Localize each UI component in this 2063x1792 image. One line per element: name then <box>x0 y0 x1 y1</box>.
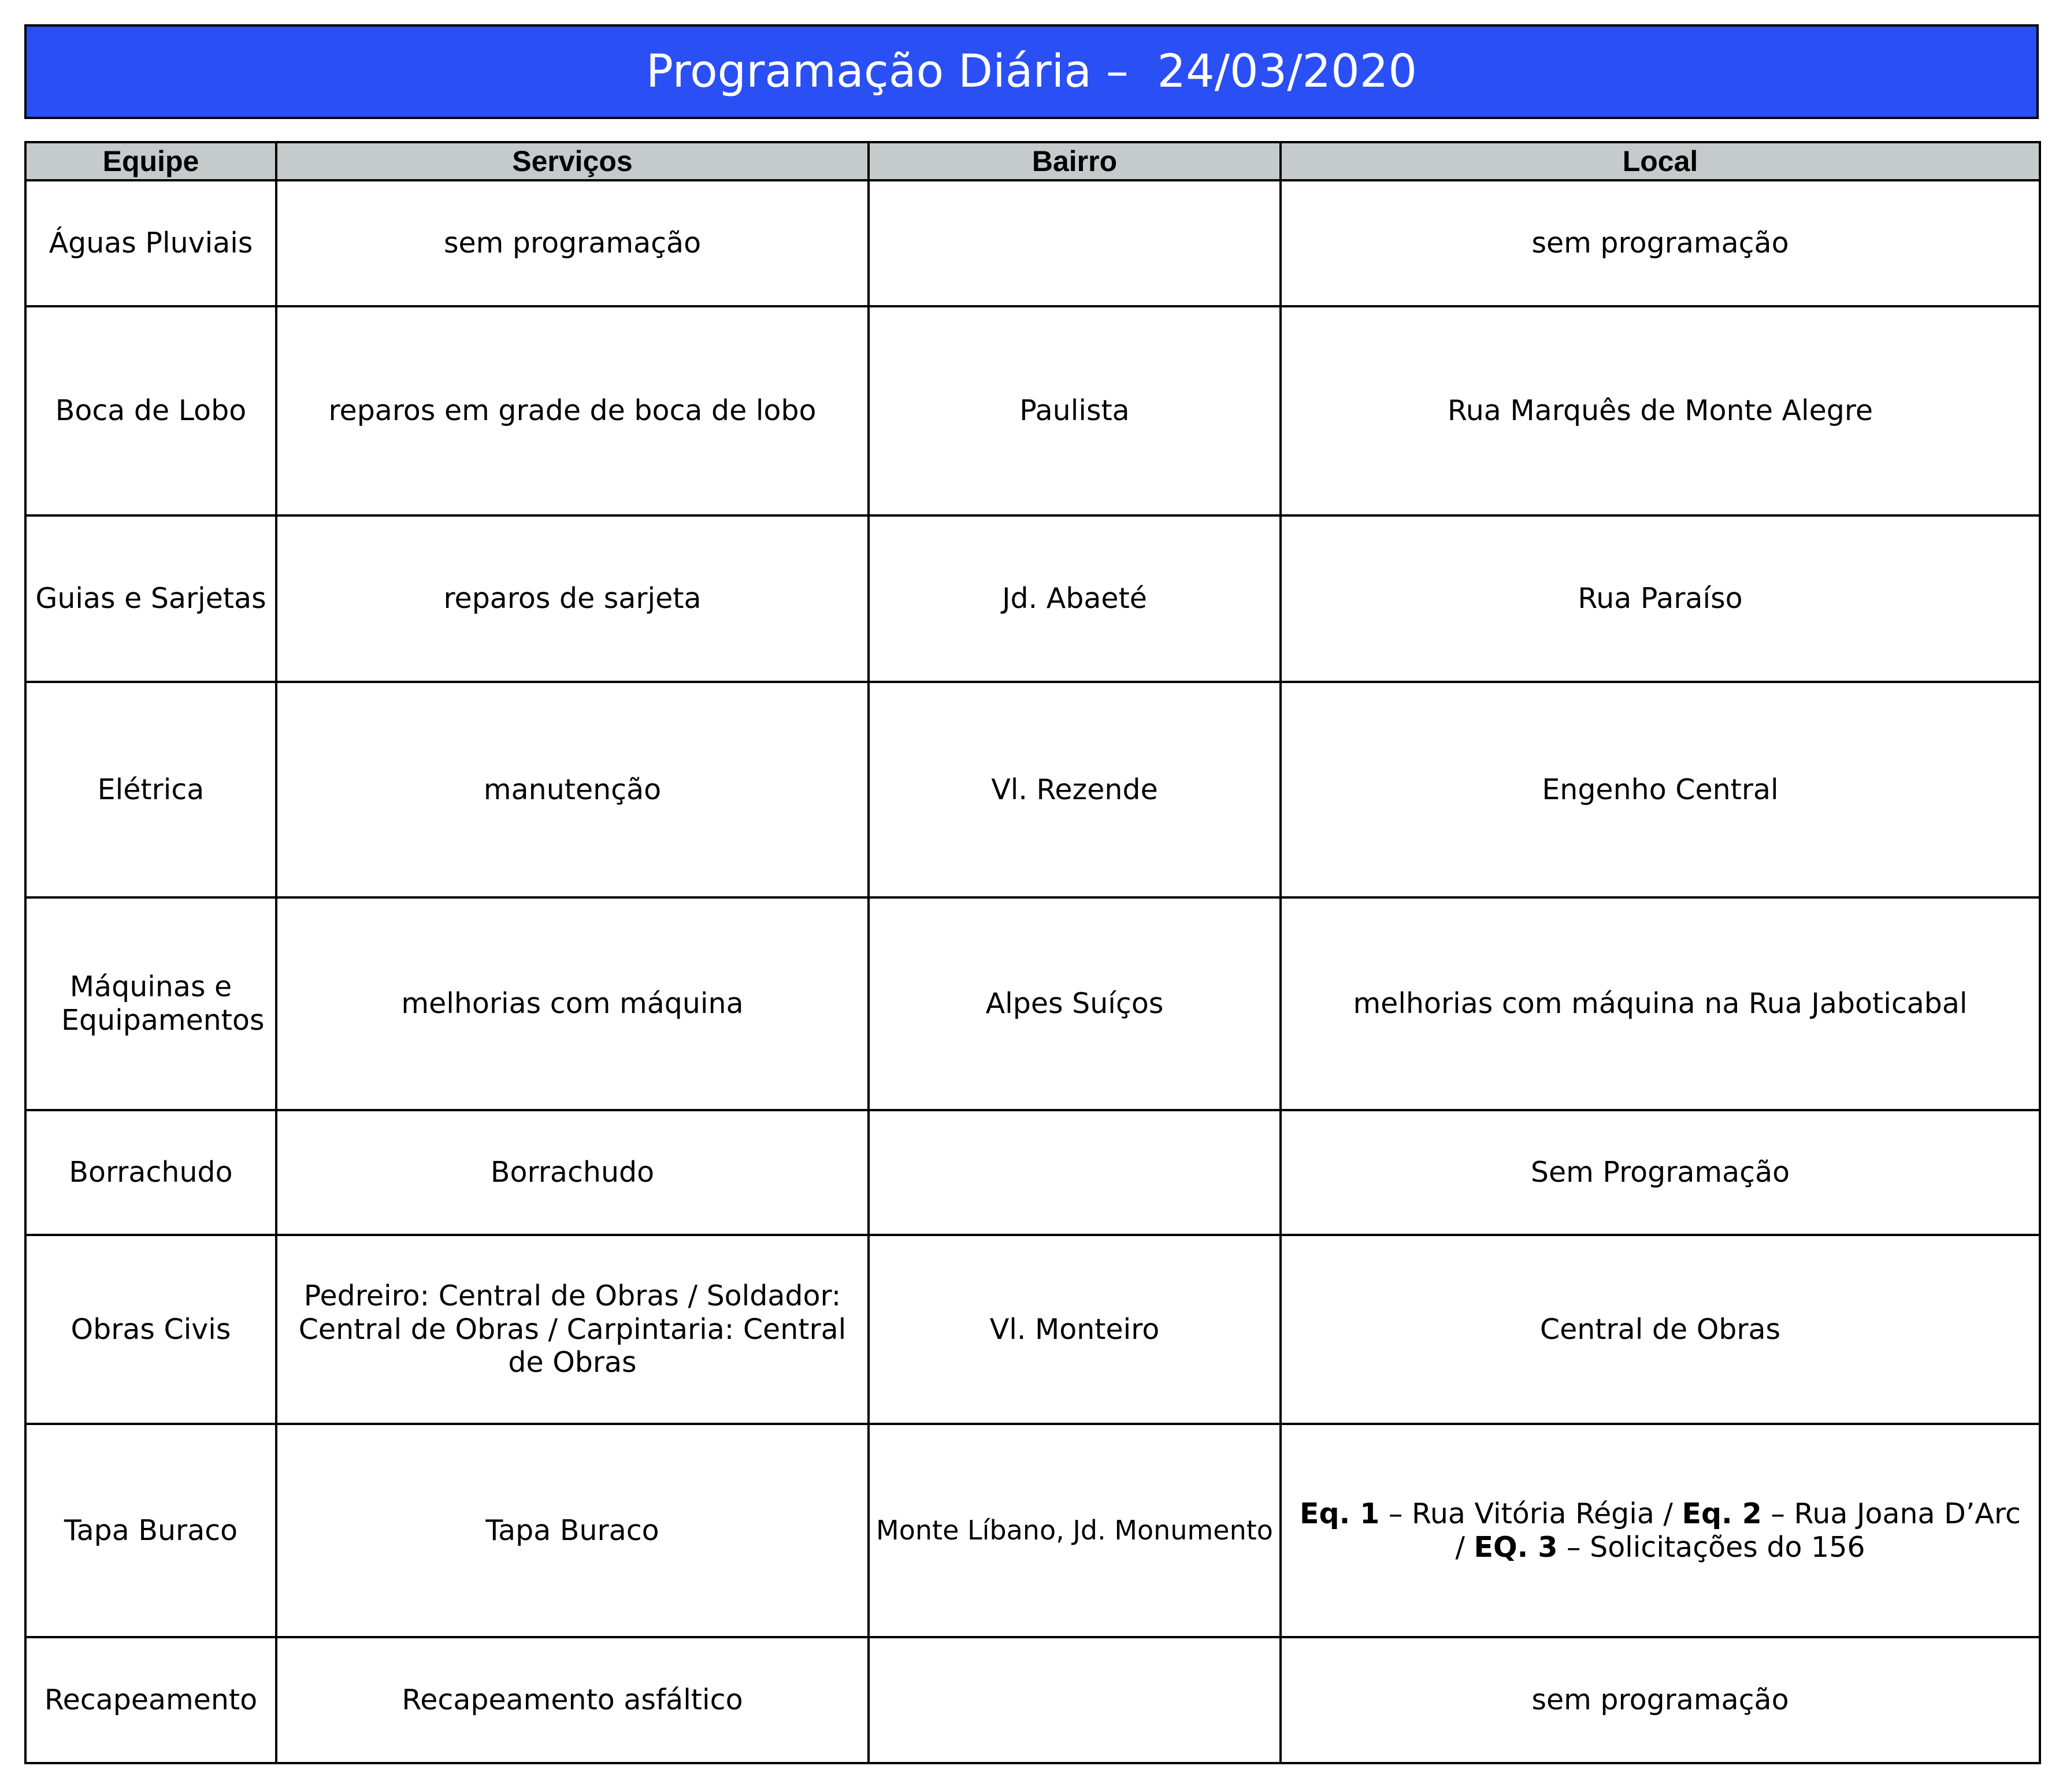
cell-bairro: Vl. Monteiro <box>869 1235 1281 1424</box>
cell-equipe: Máquinas e Equipamentos <box>25 897 276 1110</box>
column-header-bairro: Bairro <box>869 142 1281 180</box>
team-2-location: – Rua Joana D’Arc / <box>1455 1497 2021 1564</box>
table-row <box>25 306 2040 515</box>
cell-bairro: Jd. Abaeté <box>869 515 1281 682</box>
table-row <box>25 1424 2040 1637</box>
cell-local: Rua Paraíso <box>1281 515 2040 682</box>
cell-servicos: Pedreiro: Central de Obras / Soldador: Central de Obras / Carpintaria: Central de Obras <box>276 1235 869 1424</box>
cell-servicos: reparos em grade de boca de lobo <box>276 306 869 515</box>
cell-bairro: Vl. Rezende <box>869 682 1281 897</box>
team-3-location: – Solicitações do 156 <box>1557 1530 1865 1564</box>
cell-bairro <box>869 1637 1281 1763</box>
cell-equipe: Águas Pluviais <box>25 180 276 306</box>
cell-local: Rua Marquês de Monte Alegre <box>1281 306 2040 515</box>
cell-servicos: reparos de sarjeta <box>276 515 869 682</box>
cell-servicos: manutenção <box>276 682 869 897</box>
cell-local <box>1281 1424 2040 1637</box>
cell-local: melhorias com máquina na Rua Jaboticabal <box>1281 897 2040 1110</box>
cell-local: Engenho Central <box>1281 682 2040 897</box>
table-row <box>25 897 2040 1110</box>
column-header-servicos: Serviços <box>276 142 869 180</box>
cell-equipe: Guias e Sarjetas <box>25 515 276 682</box>
table-row <box>25 682 2040 897</box>
page-title: Programação Diária – 24/03/2020 <box>24 24 2039 119</box>
cell-equipe: Boca de Lobo <box>25 306 276 515</box>
cell-equipe: Recapeamento <box>25 1637 276 1763</box>
cell-equipe: Tapa Buraco <box>25 1424 276 1637</box>
table-row <box>25 1110 2040 1235</box>
cell-bairro: Paulista <box>869 306 1281 515</box>
table-row <box>25 515 2040 682</box>
cell-servicos: Tapa Buraco <box>276 1424 869 1637</box>
table-row <box>25 180 2040 306</box>
cell-local: Sem Programação <box>1281 1110 2040 1235</box>
cell-servicos: Borrachudo <box>276 1110 869 1235</box>
team-1-label: Eq. 1 <box>1300 1497 1380 1530</box>
cell-servicos: sem programação <box>276 180 869 306</box>
cell-bairro <box>869 180 1281 306</box>
table-header-row <box>25 142 2040 180</box>
cell-local: Central de Obras <box>1281 1235 2040 1424</box>
column-header-equipe: Equipe <box>25 142 276 180</box>
cell-bairro: Alpes Suíços <box>869 897 1281 1110</box>
cell-local: sem programação <box>1281 180 2040 306</box>
cell-equipe: Borrachudo <box>25 1110 276 1235</box>
cell-local: sem programação <box>1281 1637 2040 1763</box>
cell-bairro <box>869 1110 1281 1235</box>
cell-bairro: Monte Líbano, Jd. Monumento <box>869 1424 1281 1637</box>
table-row <box>25 1235 2040 1424</box>
team-3-label: EQ. 3 <box>1474 1530 1558 1564</box>
cell-servicos: Recapeamento asfáltico <box>276 1637 869 1763</box>
cell-equipe: Obras Civis <box>25 1235 276 1424</box>
schedule-table <box>24 141 2041 1764</box>
team-1-location: – Rua Vitória Régia / <box>1379 1497 1682 1530</box>
cell-servicos: melhorias com máquina <box>276 897 869 1110</box>
column-header-local: Local <box>1281 142 2040 180</box>
team-2-label: Eq. 2 <box>1682 1497 1762 1530</box>
table-row <box>25 1637 2040 1763</box>
cell-equipe: Elétrica <box>25 682 276 897</box>
